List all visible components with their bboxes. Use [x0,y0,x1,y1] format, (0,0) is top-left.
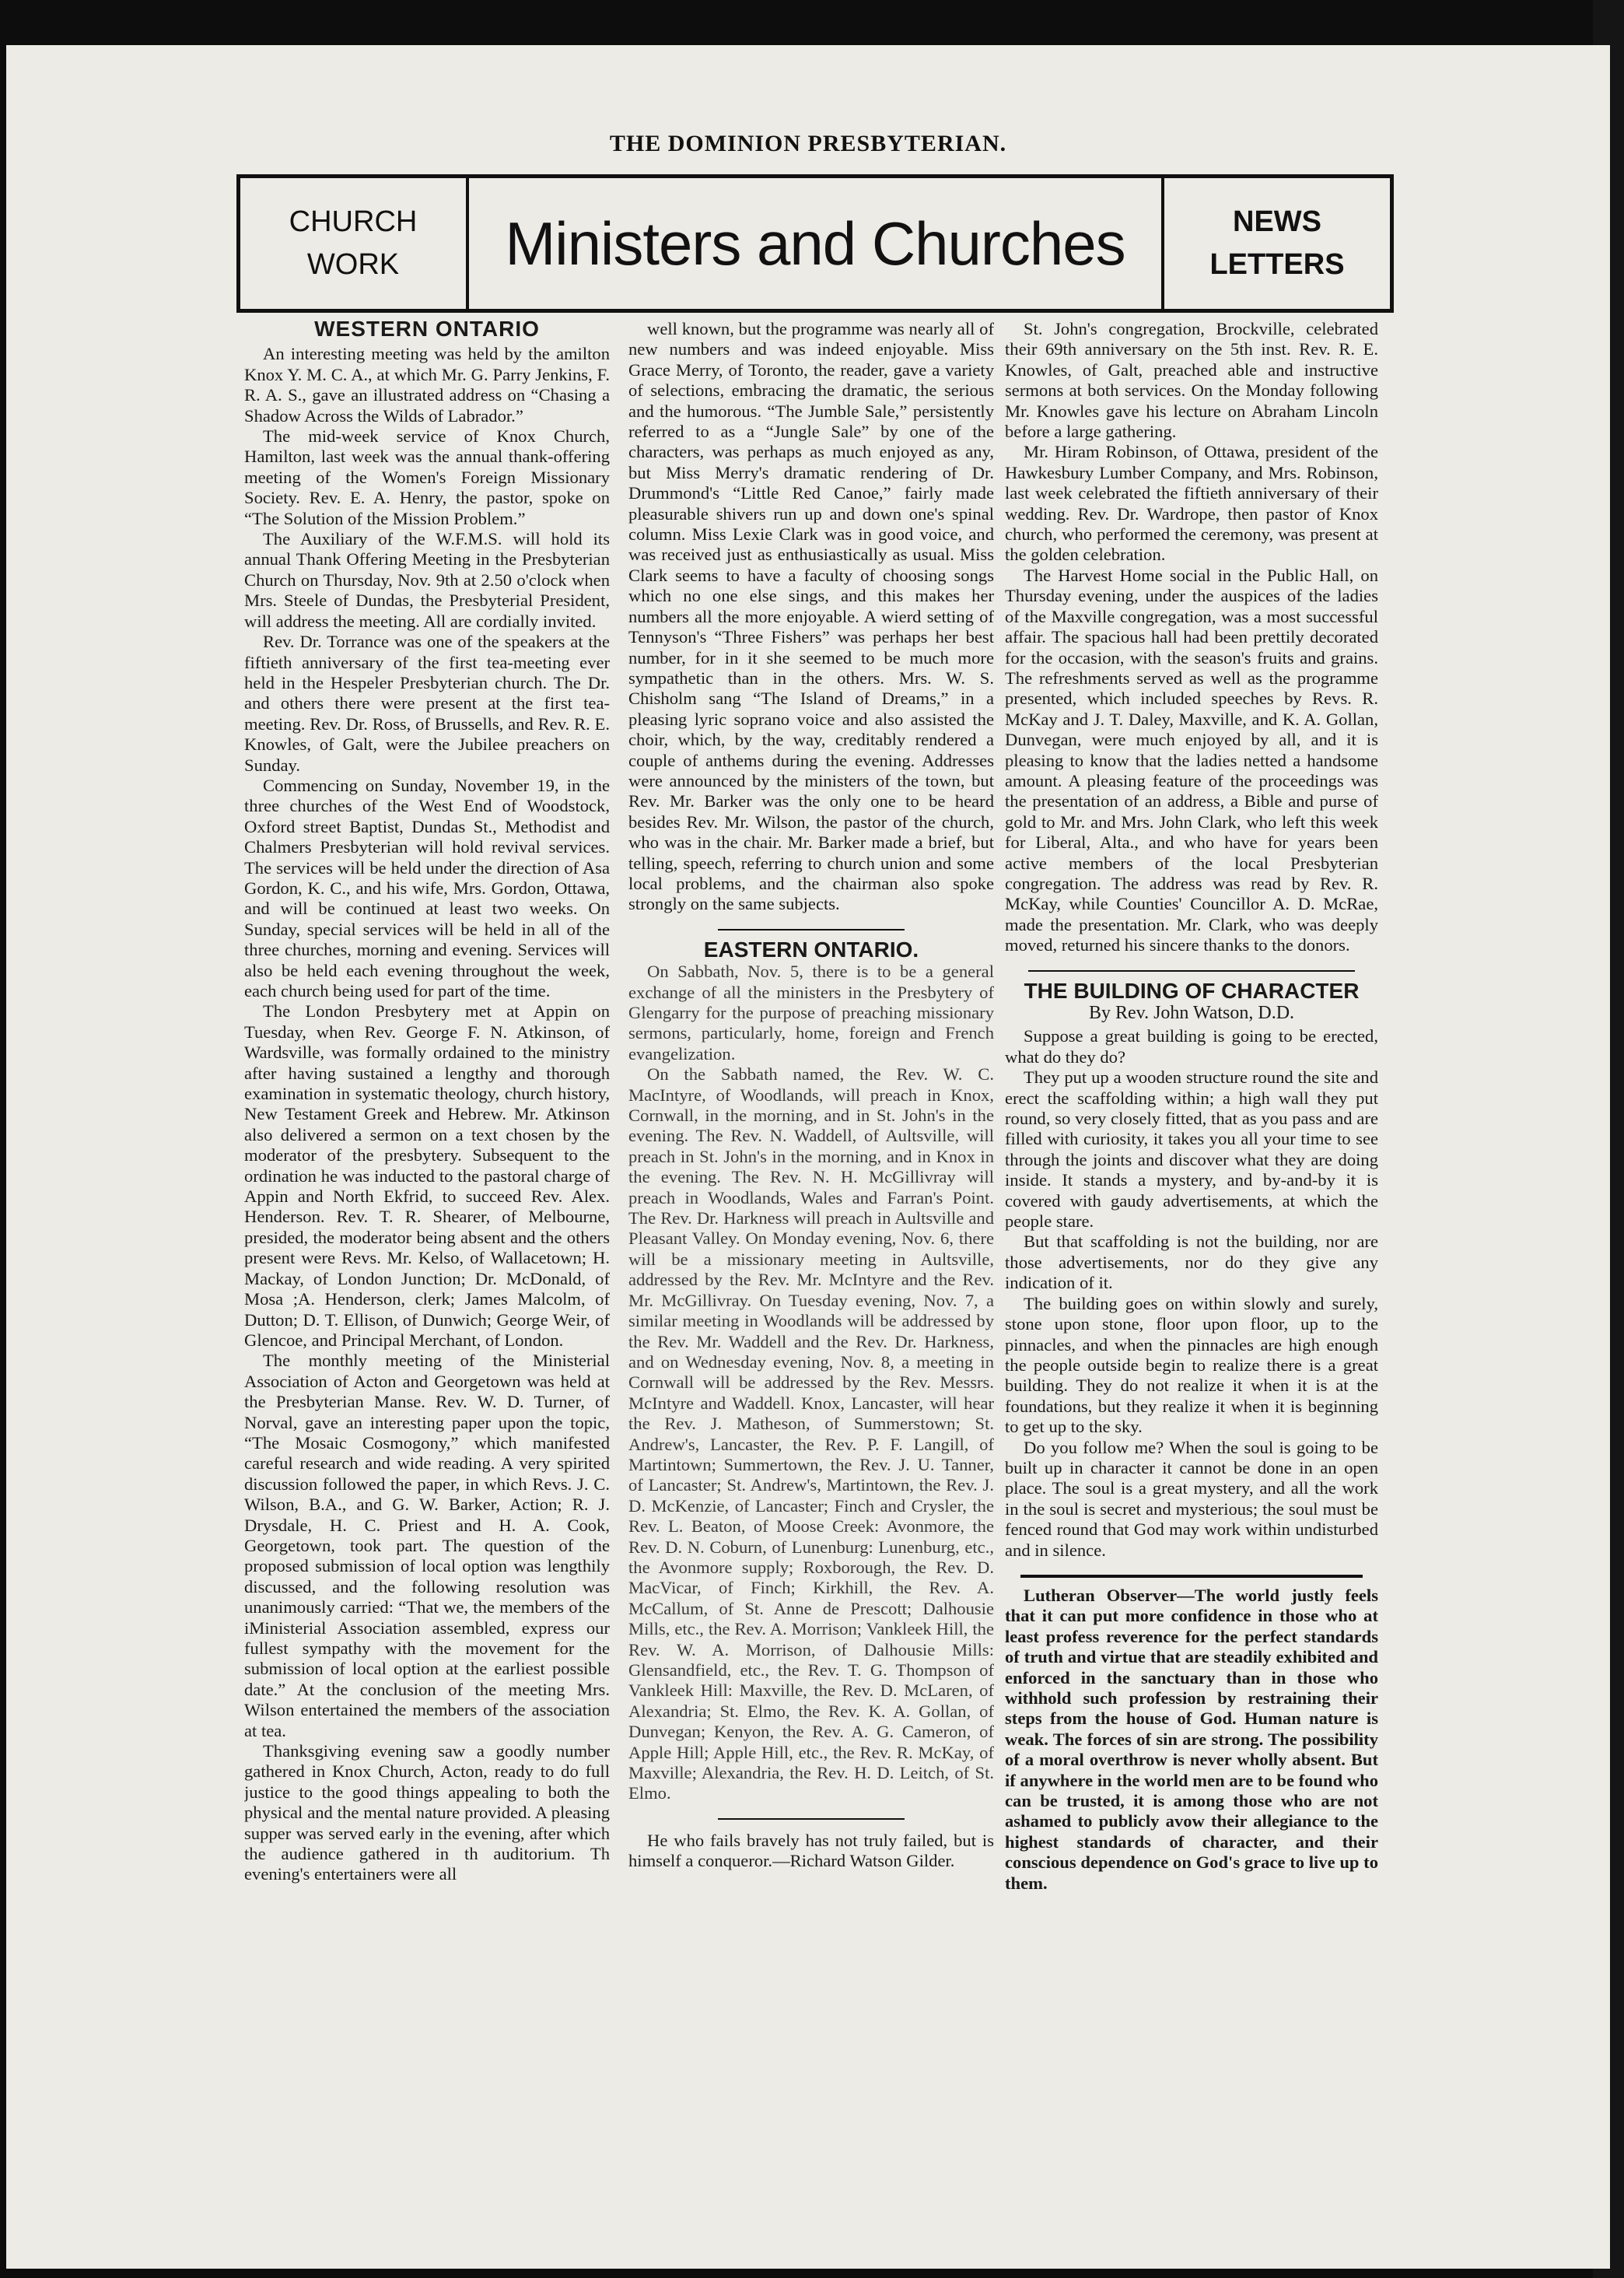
heading-western-ontario: WESTERN ONTARIO [314,319,540,341]
article-paragraph: Commencing on Sunday, November 19, in the three churches of the West End of Woodstock, Oxford street Baptist, Dundas St., Methodist and Chalmers Presbyterian will hold revival services. The services will be held under the direction of Asa Gordon, K. C., and his wife, Mrs. Gordon, Ottawa, and will be continued at least two weeks. On Sunday, special services will be held in all of the three churches, morning and evening. Services will also be held each evening throughout the week, each church being used for part of the time. [244,775,610,1001]
article-paragraph: The monthly meeting of the Ministerial Association of Acton and Georgetown was held at the Presbyterian Manse. Rev. W. D. Turner, of Norval, gave an interesting paper upon the topic, “The Mosaic Cosmogony,” which manifested careful research and wide reading. A very spirited discussion followed the paper, in which Revs. J. C. Wilson, B.A., and G. W. Barker, Action; R. J. Drysdale, H. C. Priest and H. A. Cook, Georgetown, took part. The question of the proposed submission of local option was lengthily discussed, and the following resolution was unanimously carried: “That we, the members of the iMinisterial Association assembled, express our fullest sympathy with the movement for the submission of local option at the earliest possible date.” At the conclusion of the meeting Mrs. Wilson entertained the members of the association at tea. [244,1351,610,1740]
article-paragraph: The London Presbytery met at Appin on Tuesday, when Rev. George F. N. Atkinson, of Wardsville, was formally ordained to the ministry after having sustained a lengthy and thorough examination in systematic theology, church history, New Testament Greek and Hebrew. Mr. Atkinson also delivered a sermon on a text chosen by the moderator of the presbytery. Subsequent to the ordination he was inducted to the pastoral charge of Appin and North Ekfrid, to succeed Rev. Alex. Henderson. Rev. T. R. Shearer, of Melbourne, presided, the moderator being absent and the others present were Revs. Mr. Kelso, of Wallacetown; H. Mackay, of London Junction; Dr. McDonald, of Mosa ;A. Henderson, clerk; James Malcolm, of Dutton; D. T. Ellison, of Dunwich; George Weir, of Glencoe, and Principal Merchant, of London. [244,1001,610,1350]
section-divider [1020,1575,1363,1578]
article-paragraph: Thanksgiving evening saw a goodly number gathered in Knox Church, Acton, ready to do full justice to the good things appealing to both the physical and the mental nature provided. A pleasing supper was served early in the evening, after which the audience gathered in th auditorium. Th evening's entertainers were all [244,1741,610,1884]
column-2 [628,319,994,2202]
article-paragraph: The building goes on within slowly and surely, stone upon stone, floor upon floor, up to the pinnacles, and when the pinnacles are high enough the people outside begin to realize there is a great building. They do not realize it when it is at the foundations, but they realize it when it is beginning to get up to the sky. [1005,1293,1378,1437]
article-paragraph: Suppose a great building is going to be erected, what do they do? [1005,1026,1378,1067]
article-paragraph: They put up a wooden structure round the site and erect the scaffolding within; a high wall they put round, so very closely fitted, that as you pass and are filled with curiosity, it takes you all your time to see through the joints and discover what they are doing inside. It stands a mystery, and by-and-by it is covered with gaudy advertisements, at which the people stare. [1005,1067,1378,1232]
banner-left-line: WORK [306,248,400,281]
section-title: Ministers and Churches [505,209,1125,278]
quotation-block [628,1831,994,1872]
article-paragraph: The Harvest Home social in the Public Hall, on Thursday evening, under the auspices of the ladies of the Maxville congregation, was a most successful affair. The spacious hall had been prettily decorated for the occasion, with the season's fruits and grains. The refreshments served as well as the programme presented, which included speeches by Revs. R. McKay and J. T. Daley, Maxville, and K. A. Gollan, Dunvegan, were much enjoyed by all, and it is pleasing to know that the ladies netted a handsome amount. A pleasing feature of the proceedings was the presentation of an address, a Bible and purse of gold to Mr. and Mrs. John Clark, who left this week for Liberal, Alta., and who have for years been active members of the local Presbyterian congregation. The address was read by Rev. R. McKay, while Counties' Councillor A. D. McRae, made the presentation. Mr. Clark, who was deeply moved, returned his sincere thanks to the donors. [1005,565,1378,955]
article-paragraph: On Sabbath, Nov. 5, there is to be a general exchange of all the ministers in the Presbytery of Glengarry for the purpose of preaching missionary sermons, particularly, home, foreign and French evangelization. [628,962,994,1064]
running-head: THE DOMINION PRESBYTERIAN. [609,131,1007,156]
banner-right-line: LETTERS [1209,248,1345,281]
banner-left-line: CHURCH [289,205,418,238]
banner-right-line: NEWS [1233,205,1321,238]
article-paragraph: On the Sabbath named, the Rev. W. C. MacIntyre, of Woodlands, will preach in Knox, Cornwall, in the morning, and in St. John's in the evening. The Rev. N. Waddell, of Aultsville, will preach in St. John's in the morning, and in Knox in the evening. The Rev. N. H. McGillivray will preach in Woodlands, Wales and Farran's Point. The Rev. Dr. Harkness will preach in Aultsville and Pleasant Valley. On Monday evening, Nov. 6, there will be a missionary meeting in Aultsville, addressed by the Rev. Mr. McIntyre and the Rev. Mr. McGillivray. On Tuesday evening, Nov. 7, a similar meeting in Woodlands will be addressed by the Rev. Mr. Waddell and the Rev. Dr. Harkness, and on Wednesday evening, Nov. 8, a meeting in Cornwall will be addressed by the Rev. Messrs. McIntyre and Waddell. Knox, Lancaster, will hear the Rev. J. Matheson, of Summerstown; St. Andrew's, Lancaster, the Rev. P. F. Langill, of Martintown; Summertown, the Rev. J. U. Tanner, of Lancaster; St. Andrew's, Martintown, the Rev. J. D. McKenzie, of Lancaster; Finch and Crysler, the Rev. L. Beaton, of Moose Creek: Avonmore, the Rev. D. N. Coburn, of Lunenburg: Lunenburg, etc., the Avonmore supply; Roxborough, the Rev. D. MacVicar, of Finch; Kirkhill, the Rev. A. McCallum, of St. Anne de Prescott; Dalhousie Mills, etc., the Rev. A. Morrison; Vankleek Hill, the Rev. W. A. Morrison, of Dalhousie Mills: Glensandfield, etc., the Rev. T. G. Thompson of Vankleek Hill: Maxville, the Rev. D. McLaren, of Alexandria; St. Elmo, the Rev. K. A. Gollan, of Dunvegan; Kenyon, the Rev. A. G. Cameron, of Apple Hill; Apple Hill, etc., the Rev. R. McKay, of Maxville; Alexandria, the Rev. H. D. Leitch, of St. Elmo. [628,1064,994,1803]
banner-left-box [240,178,469,309]
column-3 [1005,319,1378,2202]
article-paragraph: Rev. Dr. Torrance was one of the speakers at the fiftieth anniversary of the first tea-meeting ever held in the Hespeler Presbyterian church. The Dr. and others there were present at the first tea-meeting. Rev. Dr. Ross, of Brussells, and Rev. R. E. Knowles, of Galt, were the Jubilee preachers on Sunday. [244,632,610,775]
section-divider [718,1818,905,1820]
newspaper-page [6,45,1610,2269]
article-paragraph: well known, but the programme was nearly all of new numbers and was indeed enjoyable. Miss Grace Merry, of Toronto, the reader, gave a variety of selections, embracing the dramatic, the serious and the humorous. “The Jumble Sale,” persistently referred to as a “Jungle Sale” by one of the characters, was perhaps as much enjoyed as any, but Miss Merry's dramatic rendering of Dr. Drummond's “Little Red Canoe,” fairly made pleasurable shivers run up and down one's spinal column. Miss Lexie Clark was in good voice, and was received just as enthusiastically as usual. Miss Clark seems to have a faculty of choosing songs which no one else sings, and this makes her numbers all the more enjoyable. A wierd setting of Tennyson's “Three Fishers” was perhaps her best number, for in it she seemed to be much more sympathetic than in the others. Mrs. W. S. Chisholm sang “The Island of Dreams,” in a pleasing lyric soprano voice and also assisted the choir, which, by the way, creditably rendered a couple of anthems during the evening. Addresses were announced by the ministers of the town, but Rev. Mr. Barker was the only one to be heard besides Rev. Mr. Wilson, the pastor of the church, who was in the chair. Mr. Barker made a brief, but telling, speech, referring to church union and some local problems, and the chairman also spoke strongly on the same subjects. [628,319,994,914]
article-paragraph: An interesting meeting was held by the amilton Knox Y. M. C. A., at which Mr. G. Parry Jenkins, F. R. A. S., gave an illustrated address on “Chasing a Shadow Across the Wilds of Labrador.” [244,344,610,426]
article-paragraph: St. John's congregation, Brockville, celebrated their 69th anniversary on the 5th inst. Rev. R. E. Knowles, of Galt, preached able and instructive sermons at both services. On the Monday following Mr. Knowles gave his lecture on Abraham Lincoln before a large gathering. [1005,319,1378,442]
article-paragraph: But that scaffolding is not the building, nor are those advertisements, nor do they give any indication of it. [1005,1232,1378,1293]
quotation-text: He who fails bravely has not truly failed, but is himself a conqueror.—Richard Watson Gilder. [628,1830,994,1871]
section-divider [718,929,905,930]
section-banner [236,174,1394,313]
column-1 [244,319,610,2202]
section-divider [1028,970,1355,972]
heading-building-of-character: THE BUILDING OF CHARACTER [1024,978,1360,1003]
banner-right-box [1161,178,1390,309]
heading-eastern-ontario: EASTERN ONTARIO. [703,937,919,962]
article-paragraph: Mr. Hiram Robinson, of Ottawa, president of the Hawkesbury Lumber Company, and Mrs. Robinson, last week celebrated the fiftieth anniversary of their wedding. Rev. Dr. Wardrope, then pastor of Knox church, who performed the ceremony, was present at the golden celebration. [1005,442,1378,565]
article-paragraph: Do you follow me? When the soul is going to be built up in character it cannot be done in an open place. The soul is a great mystery, and all the work in the soul is secret and mysterious; the soul must be fenced round that God may work within undisturbed and in silence. [1005,1437,1378,1560]
article-paragraph: Lutheran Observer—The world justly feels that it can put more confidence in those who at least profess reverence for the perfect standards of truth and virtue that are steadily exhibited and enforced in the sanctuary than in those who withhold such profession by restraining their steps from the house of God. Human nature is weak. The forces of sin are strong. The possibility of a moral overthrow is never wholly absent. But if anywhere in the world men are to be found who can be trusted, it is among those who are not ashamed to publicly avow their allegiance to the highest standards of character, and their conscious dependence on God's grace to live up to them. [1005,1585,1378,1893]
lutheran-observer-item [1005,1586,1378,1894]
article-paragraph: The mid-week service of Knox Church, Hamilton, last week was the annual thank-offering meeting of the Women's Foreign Missionary Society. Rev. E. A. Henry, the pastor, spoke on “The Solution of the Mission Problem.” [244,426,610,528]
byline: By Rev. John Watson, D.D. [1088,1003,1295,1023]
eastern-ontario-article [628,962,994,1804]
article-paragraph: The Auxiliary of the W.F.M.S. will hold its annual Thank Offering Meeting in the Presbyterian Church on Thursday, Nov. 9th at 2.50 o'clock when Mrs. Steele of Dundas, the Presbyterial President, will address the meeting. All are cordially invited. [244,529,610,631]
